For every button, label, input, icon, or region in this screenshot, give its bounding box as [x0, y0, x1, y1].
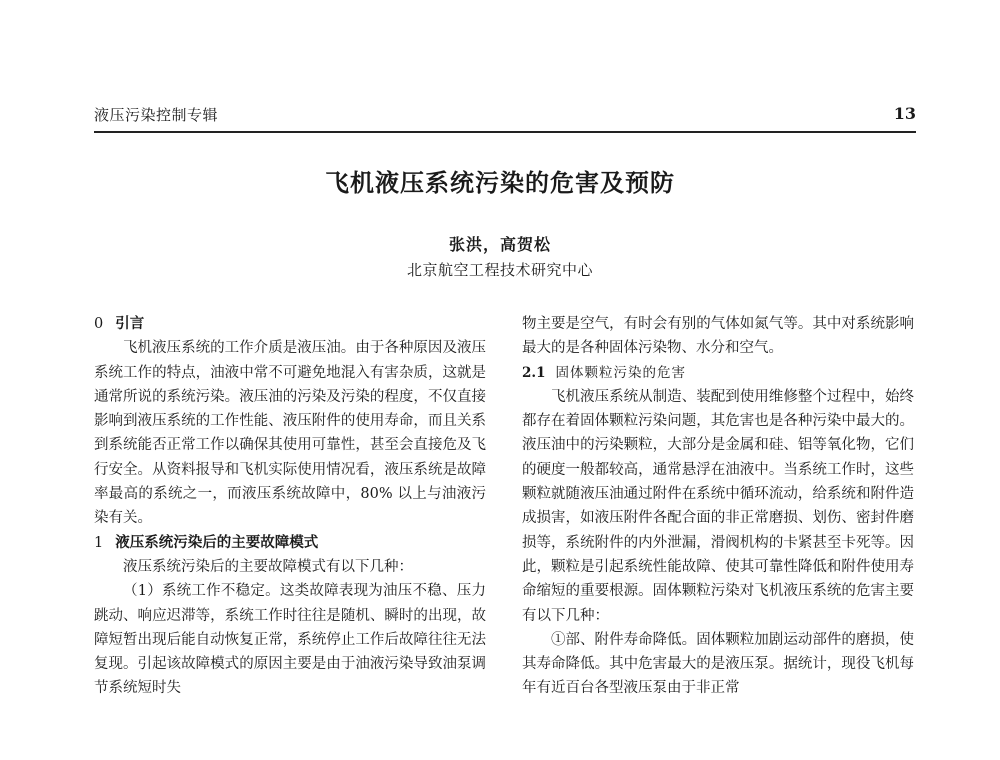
article-authors: 张洪，高贺松: [448, 235, 551, 254]
section-number: 0: [94, 316, 104, 332]
subsection-heading-2-1: [522, 361, 914, 385]
header-rule: [94, 131, 916, 133]
paragraph: 液压系统污染后的主要故障模式有以下几种：: [123, 558, 413, 575]
paragraph: ①部、附件寿命降低。固体颗粒加剧运动部件的磨损，使其寿命降低。其中危害最大的是液压泵。据统计，现役飞机每年有近百台各型液压泵由于非正常: [522, 631, 914, 697]
subsection-title: 固体颗粒污染的危害: [555, 364, 686, 381]
section-number: 1: [94, 534, 104, 551]
section-title: 液压系统污染后的主要故障模式: [115, 534, 319, 551]
article-title: 飞机液压系统污染的危害及预防: [325, 169, 675, 197]
paragraph: 飞机液压系统的工作介质是液压油。由于各种原因及液压系统工作的特点，油液中常不可避免地混入有害杂质，这就是通常所说的系统污染。液压油的污染及污染的程度，不仅直接影响到液压系统的工作性能、液压附件的使用寿命，而且关系到系统能否正常工作以确保其使用可靠性，甚至会直接危及飞行安全。从资料报导和飞机实际使用情况看，液压系统是故障率最高的系统之一，而液压系统故障中，80% 以上与油液污染有关。: [94, 340, 486, 527]
section-heading-0: [94, 312, 486, 336]
author-affiliation: 北京航空工程技术研究中心: [406, 261, 593, 279]
paragraph: （1）系统工作不稳定。这类故障表现为油压不稳、压力跳动、响应迟滞等，系统工作时往往是随机、瞬时的出现，故障短暂出现后能自动恢复正常，系统停止工作后故障往往无法复现。引起该故障模式的原因主要是由于油液污染导致油泵调节系统短时失: [94, 583, 486, 697]
subsection-number: 2.1: [522, 364, 546, 381]
section-title: 引言: [115, 316, 145, 332]
paragraph-continued: 物主要是空气，有时会有别的气体如氮气等。其中对系统影响最大的是各种固体污染物、水分和空气。: [522, 316, 914, 357]
left-column: [94, 312, 486, 701]
section-heading-1: [94, 531, 486, 555]
paragraph: 飞机液压系统从制造、装配到使用维修整个过程中，始终都存在着固体颗粒污染问题，其危害也是各种污染中最大的。液压油中的污染颗粒，大部分是金属和硅、铝等氧化物，它们的硬度一般都较高，通常悬浮在油液中。当系统工作时，这些颗粒就随液压油通过附件在系统中循环流动，给系统和附件造成损害，如液压附件各配合面的非正常磨损、划伤、密封件磨损等，系统附件的内外泄漏，滑阀机构的卡紧甚至卡死等。因此，颗粒是引起系统性能故障、使其可靠性降低和附件使用寿命缩短的重要根源。固体颗粒污染对飞机液压系统的危害主要有以下几种：: [522, 388, 914, 624]
journal-section-title: 液压污染控制专辑: [94, 106, 219, 124]
running-header: [94, 104, 916, 128]
page-number: 13: [893, 104, 916, 123]
right-column: [522, 312, 914, 701]
